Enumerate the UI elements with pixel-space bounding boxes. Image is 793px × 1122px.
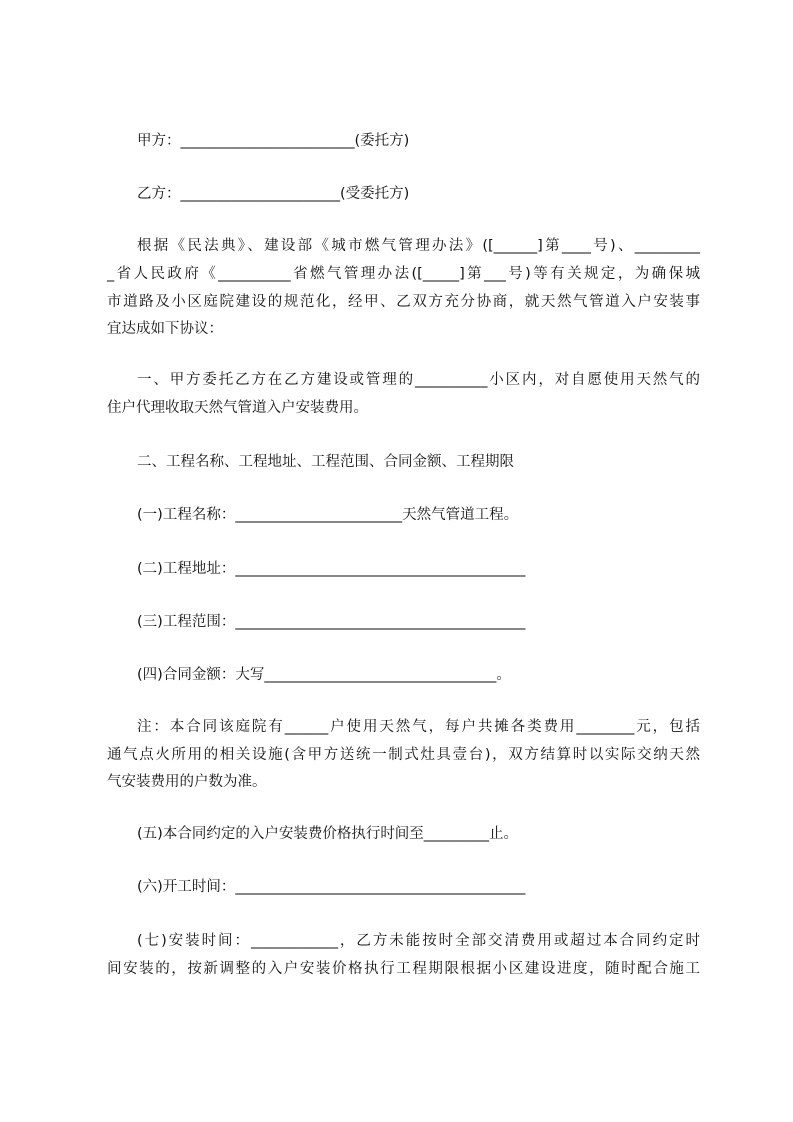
preamble-line-3: 市道路及小区庭院建设的规范化，经甲、乙双方充分协商，就天然气管道入户安装事 xyxy=(107,294,700,310)
preamble-line-1: 根据《民法典》、建设部《城市燃气管理办法》([______]第____号)、_________ xyxy=(137,238,700,254)
preamble-line-4: 宜达成如下协议： xyxy=(107,321,223,337)
item-5-price-period: (五)本合同约定的入户安装费价格执行时间至_________止。 xyxy=(137,826,519,842)
item-3-project-scope: (三)工程范围：________________________________________ xyxy=(137,614,526,630)
item-2-project-address: (二)工程地址：________________________________________ xyxy=(137,561,526,577)
note-line-3: 气安装费用的户数为准。 xyxy=(107,774,267,790)
party-a-line: 甲方：________________________(委托方) xyxy=(137,133,410,149)
preamble-line-2: _省人民政府《__________省燃气管理办法([_____]第___号)等有关规定，为确保城 xyxy=(107,266,700,282)
clause-1-line-2: 住户代理收取天然气管道入户安装费用。 xyxy=(107,400,368,416)
item-7-line-1: (七)安装时间：____________，乙方未能按时全部交清费用或超过本合同约定时 xyxy=(137,933,700,949)
item-6-start-time: (六)开工时间：________________________________________ xyxy=(137,879,526,895)
item-7-line-2: 间安装的，按新调整的入户安装价格执行工程期限根据小区建设进度，随时配合施工 xyxy=(107,961,700,977)
item-1-project-name: (一)工程名称：_______________________天然气管道工程。 xyxy=(137,507,519,523)
party-b-line: 乙方：______________________(受委托方) xyxy=(137,186,410,202)
note-line-2: 通气点火所用的相关设施(含甲方送统一制式灶具壹台)，双方结算时以实际交纳天然 xyxy=(107,747,700,763)
note-line-1: 注：本合同该庭院有______户使用天然气，每户共摊各类费用________元，包括 xyxy=(137,719,700,735)
clause-1-line-1: 一、甲方委托乙方在乙方建设或管理的__________小区内，对自愿使用天然气的 xyxy=(137,372,700,388)
clause-2-heading: 二、工程名称、工程地址、工程范围、合同金额、工程期限 xyxy=(137,454,514,470)
item-4-contract-amount: (四)合同金额：大写________________________________。 xyxy=(137,667,511,683)
